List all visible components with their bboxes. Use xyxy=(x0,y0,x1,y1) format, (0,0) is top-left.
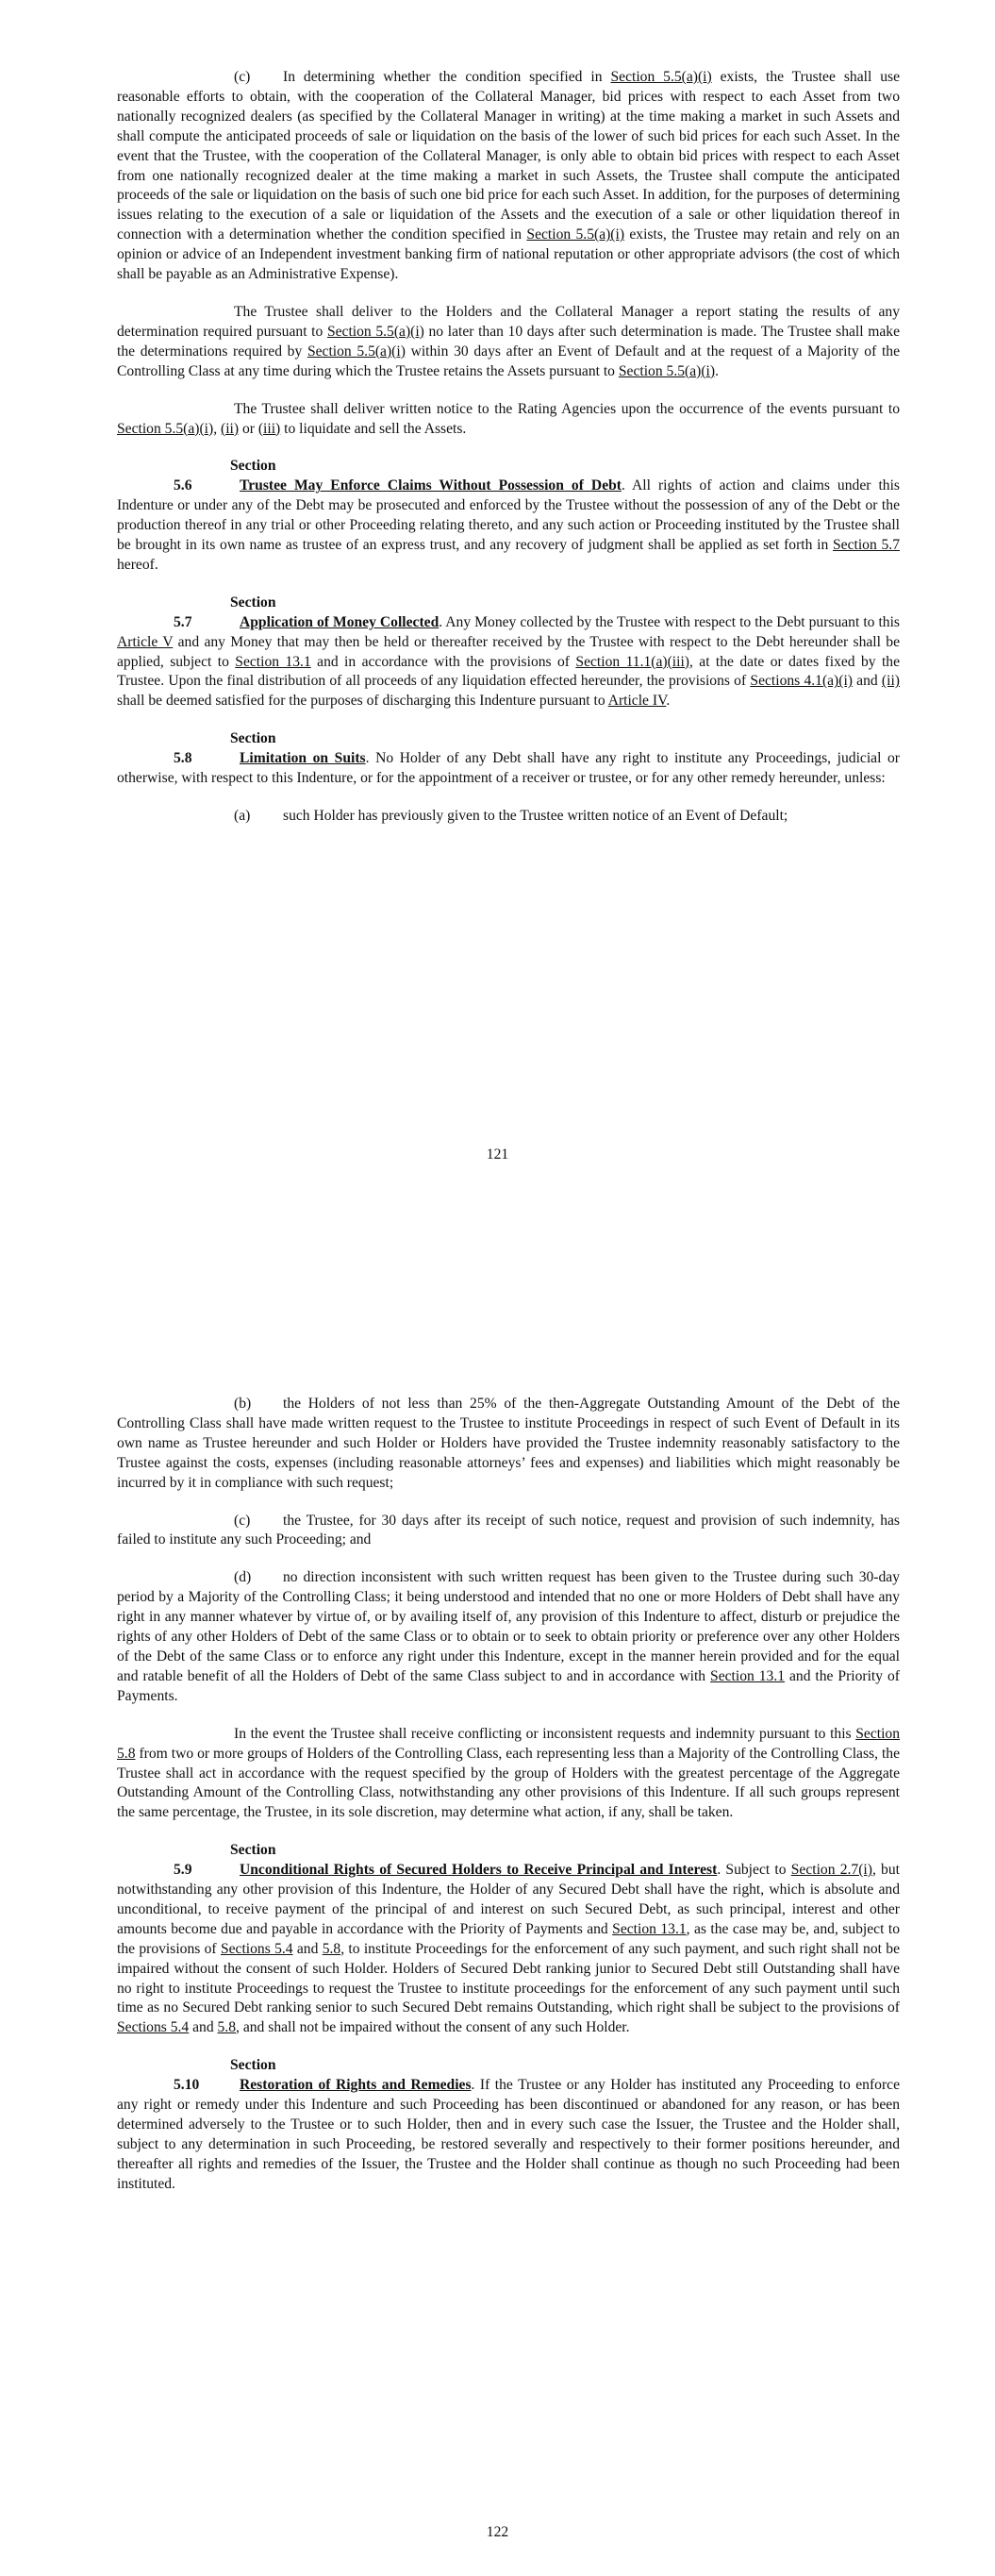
paragraph-c-bid-prices: (c) In determining whether the condition specified in Section 5.5(a)(i) exists, the Trustee shall use reasonable efforts to obtain, with the cooperation of the Collateral Manager, bid prices with respect to each Asset from two nationally recognized dealers (as specified by the Collateral Manager in writing) at the time making a market in such Assets and shall compute the anticipated proceeds of sale or liquidation on the basis of the lower of such bid prices for each such Asset. In the event that the Trustee, with the cooperation of the Collateral Manager, is only able to obtain bid prices with respect to each Asset from one nationally recognized dealer at the time making a market in such Assets, the Trustee shall compute the anticipated proceeds of the sale or liquidation on the basis of such one bid price for each such Asset. In addition, for the purposes of determining issues relating to the execution of a sale or liquidation of the Assets and the execution of a sale or other liquidation thereof in connection with a determination whether the condition specified in Section 5.5(a)(i) exists, the Trustee may retain and rely on an opinion or advice of an Independent investment banking firm of national reputation or other appropriate advisors (the cost of which shall be payable as an Administrative Expense). xyxy=(117,69,900,283)
clause-label: (c) xyxy=(234,1512,251,1529)
section-heading: Limitation on Suits xyxy=(240,750,366,767)
section-reference-link[interactable]: Section 5.8 xyxy=(117,1725,900,1762)
section-reference-link[interactable]: Section 5.5(a)(i) xyxy=(307,343,406,360)
section-reference-link[interactable]: Section 5.7 xyxy=(833,537,900,554)
section-reference-link[interactable]: Article V xyxy=(117,633,174,650)
page-122 xyxy=(0,1288,995,2576)
section-reference-link[interactable]: Section 13.1 xyxy=(612,1920,687,1937)
section-reference-link[interactable]: Sections 5.4 xyxy=(220,1940,293,1957)
section-number: Section 5.6 xyxy=(174,458,276,494)
paragraph-rating-notice: The Trustee shall deliver written notice to the Rating Agencies upon the occurrence of the events pursuant to Section 5.5(a)(i), (ii) or (iii) to liquidate and sell the Assets. xyxy=(117,400,900,437)
section-heading: Application of Money Collected xyxy=(240,613,439,630)
paragraph-b: (b) the Holders of not less than 25% of the then-Aggregate Outstanding Amount of the Debt of the Controlling Class shall have made written request to the Trustee to institute Proceedings in respect of such Event of Default in its own name as Trustee hereunder and such Holder or Holders have provided the Trustee indemnity reasonably satisfactory to the Trustee against the costs, expenses (including reasonable attorneys’ fees and expenses) and liabilities which might reasonably be incurred by it in compliance with such request; xyxy=(117,1396,900,1491)
section-reference-link[interactable]: Article IV xyxy=(607,693,667,710)
section-5-9: Section 5.9 Unconditional Rights of Secured Holders to Receive Principal and Interest. Subject to Section 2.7(i), but notwithstanding any other provision of this Indenture, the Holder of any Secured Debt shall have the right, which is absolute and unconditional, to receive payment of the principal of and interest on such Secured Debt, as such principal, interest and other amounts become due and payable in accordance with the Priority of Payments and Section 13.1, as the case may be, and, subject to the provisions of Sections 5.4 and 5.8, to institute Proceedings for the enforcement of any such payment, and such right shall not be impaired without the consent of such Holder. Holders of Secured Debt ranking junior to Secured Debt still Outstanding shall have no right to institute Proceedings to request the Trustee to institute proceedings for the enforcement of any such payment until such time as no Secured Debt ranking senior to such Secured Debt remains Outstanding, which right shall be subject to the provisions of Sections 5.4 and 5.8, and shall not be impaired without the consent of any such Holder. xyxy=(117,1842,901,2036)
section-reference-link[interactable]: Section 13.1 xyxy=(710,1667,786,1684)
page-number: 122 xyxy=(486,2524,509,2540)
section-reference-link[interactable]: Sections 5.4 xyxy=(117,2019,190,2036)
clause-label: (a) xyxy=(234,808,251,824)
section-reference-link[interactable]: 5.8 xyxy=(217,2019,237,2036)
section-reference-link[interactable]: Section 5.5(a)(i) xyxy=(526,226,625,243)
section-reference-link[interactable]: Section 5.5(a)(i) xyxy=(117,420,214,437)
section-reference-link[interactable]: Section 5.5(a)(i) xyxy=(610,69,712,85)
section-reference-link[interactable]: (ii) xyxy=(881,673,900,690)
section-reference-link[interactable]: Section 5.5(a)(i) xyxy=(618,362,716,379)
section-number: Section 5.8 xyxy=(174,730,276,767)
section-5-10: Section 5.10 Restoration of Rights and Remedies. If the Trustee or any Holder has instituted any Proceeding to enforce any right or remedy under this Indenture and such Proceeding has been discontinued or abandoned for any reason, or has been determined adversely to the Trustee or to such Holder, then and in every such case the Issuer, the Trustee and the Holder shall, subject to any determination in such Proceeding, be restored severally and respectively to their former positions hereunder, and thereafter all rights and remedies of the Issuer, the Trustee and the Holder shall continue as though no such Proceeding had been instituted. xyxy=(117,2057,900,2192)
paragraph-conflicting-requests: In the event the Trustee shall receive conflicting or inconsistent requests and indemnity pursuant to this Section 5.8 from two or more groups of Holders of the Controlling Class, each representing less than a Majority of the Controlling Class, the Trustee shall act in accordance with the request specified by the group of Holders with the greatest percentage of the Aggregate Outstanding Amount of the Controlling Class, notwithstanding any other provisions of this Indenture. If all such groups represent the same percentage, the Trustee, in its sole discretion, may determine what action, if any, shall be taken. xyxy=(117,1725,900,1821)
paragraph-report: The Trustee shall deliver to the Holders and the Collateral Manager a report stating the results of any determination required pursuant to Section 5.5(a)(i) no later than 10 days after such determination is made. The Trustee shall make the determinations required by Section 5.5(a)(i) within 30 days after an Event of Default and at the request of a Majority of the Controlling Class at any time during which the Trustee retains the Assets pursuant to Section 5.5(a)(i). xyxy=(117,303,901,379)
section-5-8: Section 5.8 Limitation on Suits. No Holder of any Debt shall have any right to institute any Proceedings, judicial or otherwise, with respect to this Indenture, or for the appointment of a receiver or trustee, or for any other remedy hereunder, unless: xyxy=(117,730,900,787)
section-number: Section 5.7 xyxy=(174,594,276,630)
page-number: 121 xyxy=(486,1146,509,1163)
section-reference-link[interactable]: Section 5.5(a)(i) xyxy=(326,323,424,340)
section-reference-link[interactable]: Section 11.1(a)(iii) xyxy=(575,653,689,670)
clause-label: (b) xyxy=(234,1396,252,1412)
section-reference-link[interactable]: Section 2.7(i) xyxy=(790,1862,872,1879)
section-reference-link[interactable]: Sections 4.1(a)(i) xyxy=(750,673,853,690)
section-reference-link[interactable]: (ii) xyxy=(221,420,240,437)
section-heading: Unconditional Rights of Secured Holders to Receive Principal and Interest xyxy=(240,1862,718,1879)
paragraph-a: (a) such Holder has previously given to the Trustee written notice of an Event of Default; xyxy=(117,807,900,827)
clause-label: (d) xyxy=(234,1569,252,1586)
section-number: Section 5.10 xyxy=(174,2057,276,2094)
page-121-body xyxy=(117,68,900,845)
paragraph-c: (c) the Trustee, for 30 days after its receipt of such notice, request and provision of such indemnity, has failed to institute any such Proceeding; and xyxy=(117,1512,900,1548)
section-5-7: Section 5.7 Application of Money Collected. Any Money collected by the Trustee with respect to the Debt pursuant to this Article V and any Money that may then be held or thereafter received by the Trustee with respect to the Debt hereunder shall be applied, subject to Section 13.1 and in accordance with the provisions of Section 11.1(a)(iii), at the date or dates fixed by the Trustee. Upon the final distribution of all proceeds of any liquidation effected hereunder, the provisions of Sections 4.1(a)(i) and (ii) shall be deemed satisfied for the purposes of discharging this Indenture pursuant to Article IV. xyxy=(117,594,901,710)
section-heading: Trustee May Enforce Claims Without Possession of Debt xyxy=(240,477,622,494)
section-reference-link[interactable]: 5.8 xyxy=(322,1940,341,1957)
section-heading: Restoration of Rights and Remedies xyxy=(240,2077,472,2094)
section-reference-link[interactable]: Section 13.1 xyxy=(235,653,311,670)
section-5-6: Section 5.6 Trustee May Enforce Claims Without Possession of Debt. All rights of action and claims under this Indenture or under any of the Debt may be prosecuted and enforced by the Trustee without the possession of any of the Debt or the production thereof in any trial or other Proceeding relating thereto, and any such action or Proceeding instituted by the Trustee shall be brought in its own name as trustee of an express trust, and any recovery of judgment shall be applied as set forth in Section 5.7 hereof. xyxy=(117,458,900,573)
clause-label: (c) xyxy=(234,69,251,85)
section-reference-link[interactable]: (iii) xyxy=(257,420,281,437)
section-number: Section 5.9 xyxy=(174,1842,276,1879)
paragraph-d: (d) no direction inconsistent with such written request has been given to the Trustee during such 30-day period by a Majority of the Controlling Class; it being understood and intended that no one or more Holders of Debt shall have any right in any manner whatever by virtue of, or by availing itself of, any provision of this Indenture to affect, disturb or prejudice the rights of any other Holders of Debt of the same Class or to obtain or to seek to obtain priority or preference over any other Holders of the Debt of the same Class or to enforce any right under this Indenture, except in the manner herein provided and for the equal and ratable benefit of all the Holders of Debt of the same Class subject to and in accordance with Section 13.1 and the Priority of Payments. xyxy=(117,1569,900,1704)
page-122-body xyxy=(117,1395,900,2213)
